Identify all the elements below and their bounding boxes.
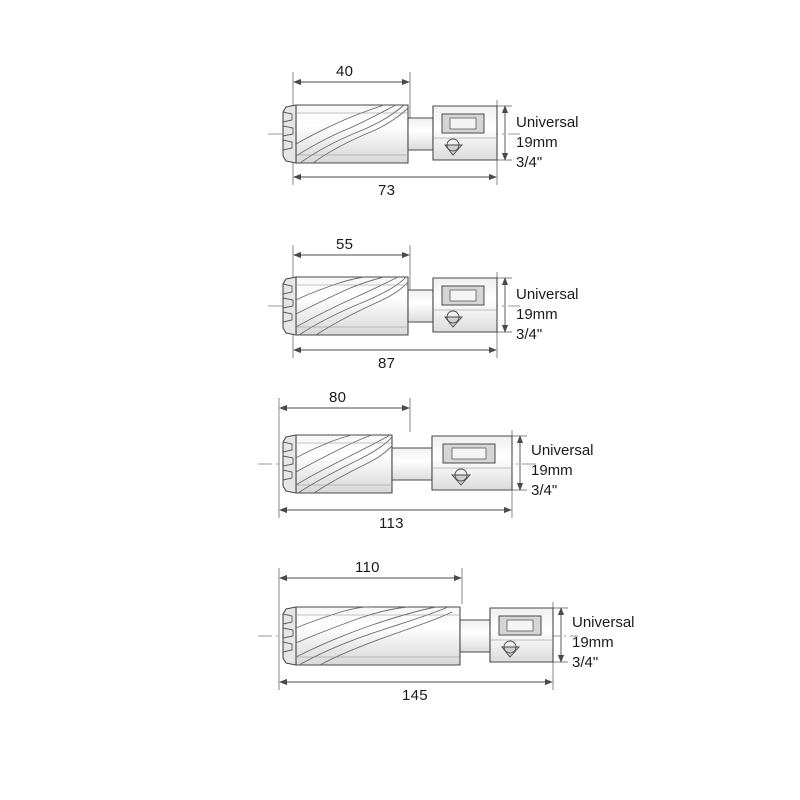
cut-depth-label-2: 55 xyxy=(336,236,354,253)
cutter-assembly-3 xyxy=(258,398,536,518)
shank-spec-line3: 3/4" xyxy=(572,654,599,671)
shank-spec-2 xyxy=(516,285,579,345)
shank-spec-line3: 3/4" xyxy=(516,154,543,171)
shank-spec-3 xyxy=(531,441,594,501)
shank-spec-line3: 3/4" xyxy=(531,482,558,499)
total-length-label-4: 145 xyxy=(402,687,428,704)
shank-spec-line2: 19mm xyxy=(516,306,558,323)
shank-spec-4 xyxy=(572,613,635,673)
total-length-label-1: 73 xyxy=(378,182,396,199)
shank-spec-line2: 19mm xyxy=(516,134,558,151)
shank-spec-line1: Universal xyxy=(572,614,635,631)
shank-spec-line1: Universal xyxy=(531,442,594,459)
cut-depth-label-1: 40 xyxy=(336,63,354,80)
shank-spec-line1: Universal xyxy=(516,114,579,131)
total-length-label-2: 87 xyxy=(378,355,396,372)
shank-spec-line2: 19mm xyxy=(531,462,573,479)
shank-spec-line3: 3/4" xyxy=(516,326,543,343)
cutter-assembly-4 xyxy=(258,568,578,690)
shank-spec-line2: 19mm xyxy=(572,634,614,651)
cut-depth-label-4: 110 xyxy=(355,559,380,576)
total-length-label-3: 113 xyxy=(379,515,404,532)
cutter-assembly-1 xyxy=(268,72,520,185)
cut-depth-label-3: 80 xyxy=(329,389,347,406)
cutter-assembly-2 xyxy=(268,245,520,358)
shank-spec-line1: Universal xyxy=(516,286,579,303)
shank-spec-1 xyxy=(516,113,579,173)
